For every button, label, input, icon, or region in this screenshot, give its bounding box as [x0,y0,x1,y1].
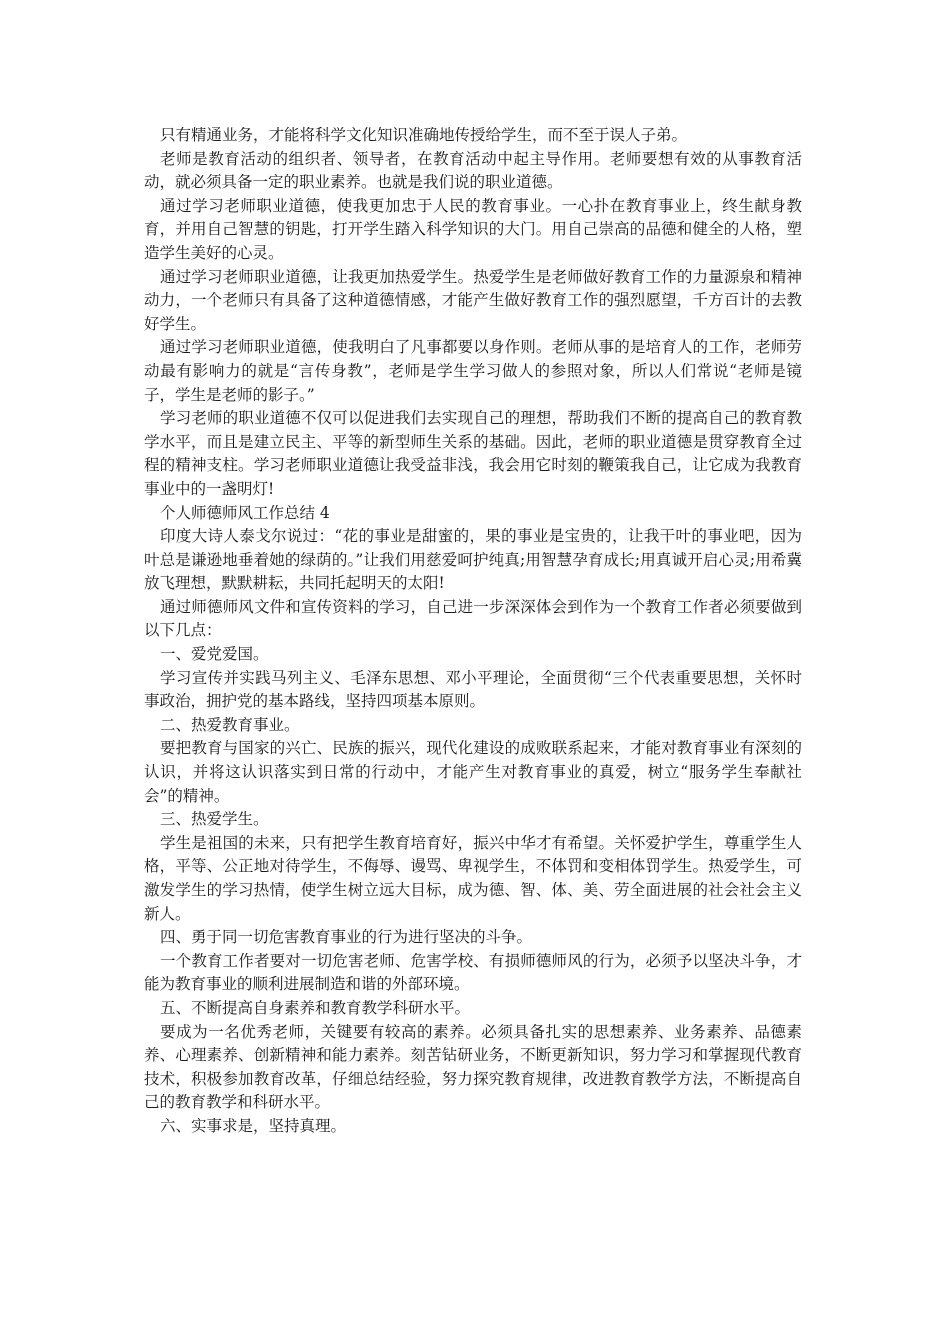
document-body [144,124,802,1139]
paragraph: 老师是教育活动的组织者、领导者，在教育活动中起主导作用。老师要想有效的从事教育活动，就必须具备一定的职业素养。也就是我们说的职业道德。 [144,149,802,192]
paragraph: 学习老师的职业道德不仅可以促进我们去实现自己的理想，帮助我们不断的提高自己的教育教学水平，而且是建立民主、平等的新型师生关系的基础。因此，老师的职业道德是贯穿教育全过程的精神支柱。学习老师职业道德让我受益非浅，我会用它时刻的鞭策我自己，让它成为我教育事业中的一盏明灯! [144,409,802,498]
paragraph: 只有精通业务，才能将科学文化知识准确地传授给学生，而不至于误人子弟。 [160,126,688,144]
paragraph: 学习宣传并实践马列主义、毛泽东思想、邓小平理论，全面贯彻“三个代表重要思想，关怀时事政治，拥护党的基本路线，坚持四项基本原则。 [144,668,802,711]
section-heading: 个人师德师风工作总结 4 [160,503,330,522]
paragraph: 通过师德师风文件和宣传资料的学习，自己进一步深深体会到作为一个教育工作者必须要做到以下几点： [144,597,802,640]
paragraph: 印度大诗人泰戈尔说过：“花的事业是甜蜜的，果的事业是宝贵的，让我干叶的事业吧，因为叶总是谦逊地垂着她的绿荫的。”让我们用慈爱呵护纯真;用智慧孕育成长;用真诚开启心灵;用希冀放飞理想，默默耕耘，共同托起明天的太阳! [144,527,802,593]
paragraph: 要把教育与国家的兴亡、民族的振兴，现代化建设的成败联系起来，才能对教育事业有深刻的认识，并将这认识落实到日常的行动中，才能产生对教育事业的真爱，树立“服务学生奉献社会”的精神。 [144,739,802,805]
paragraph: 一个教育工作者要对一切危害老师、危害学校、有损师德师风的行为，必须予以坚决斗争，才能为教育事业的顺利进展制造和谐的外部环境。 [144,951,802,994]
list-heading: 一、爱党爱国。 [160,645,269,664]
paragraph: 通过学习老师职业道德，让我更加热爱学生。热爱学生是老师做好教育工作的力量源泉和精神动力，一个老师只有具备了这种道德情感，才能产生做好教育工作的强烈愿望，千方百计的去教好学生。 [144,267,802,333]
paragraph: 要成为一名优秀老师，关键要有较高的素养。必须具备扎实的思想素养、业务素养、品德素养、心理素养、创新精神和能力素养。刻苦钻研业务，不断更新知识，努力学习和掌握现代教育技术，积极参加教育改革，仔细总结经验，努力探究教育规律，改进教育教学方法，不断提高自己的教育教学和科研水平。 [144,1022,802,1112]
list-heading: 三、热爱学生。 [160,810,269,829]
paragraph: 通过学习老师职业道德，使我更加忠于人民的教育事业。一心扑在教育事业上，终生献身教育，并用自己智慧的钥匙，打开学生踏入科学知识的大门。用自己崇高的品德和健全的人格，塑造学生美好的心灵。 [144,196,802,262]
paragraph: 通过学习老师职业道德，使我明白了凡事都要以身作则。老师从事的是培育人的工作，老师劳动最有影响力的就是“言传身教”，老师是学生学习做人的参照对象，所以人们常说“老师是镜子，学生是老师的影子。” [144,338,802,404]
list-heading: 六、实事求是，坚持真理。 [160,1116,347,1135]
list-heading: 二、热爱教育事业。 [160,715,300,734]
paragraph: 学生是祖国的未来，只有把学生教育培育好，振兴中华才有希望。关怀爱护学生，尊重学生人格，平等、公正地对待学生，不侮辱、谩骂、卑视学生，不体罚和变相体罚学生。热爱学生，可激发学生的学习热情，使学生树立远大目标，成为德、智、体、美、劳全面进展的社会社会主义新人。 [144,833,802,923]
list-heading: 五、不断提高自身素养和教育教学科研水平。 [160,998,471,1017]
list-heading: 四、勇于同一切危害教育事业的行为进行坚决的斗争。 [160,928,533,947]
